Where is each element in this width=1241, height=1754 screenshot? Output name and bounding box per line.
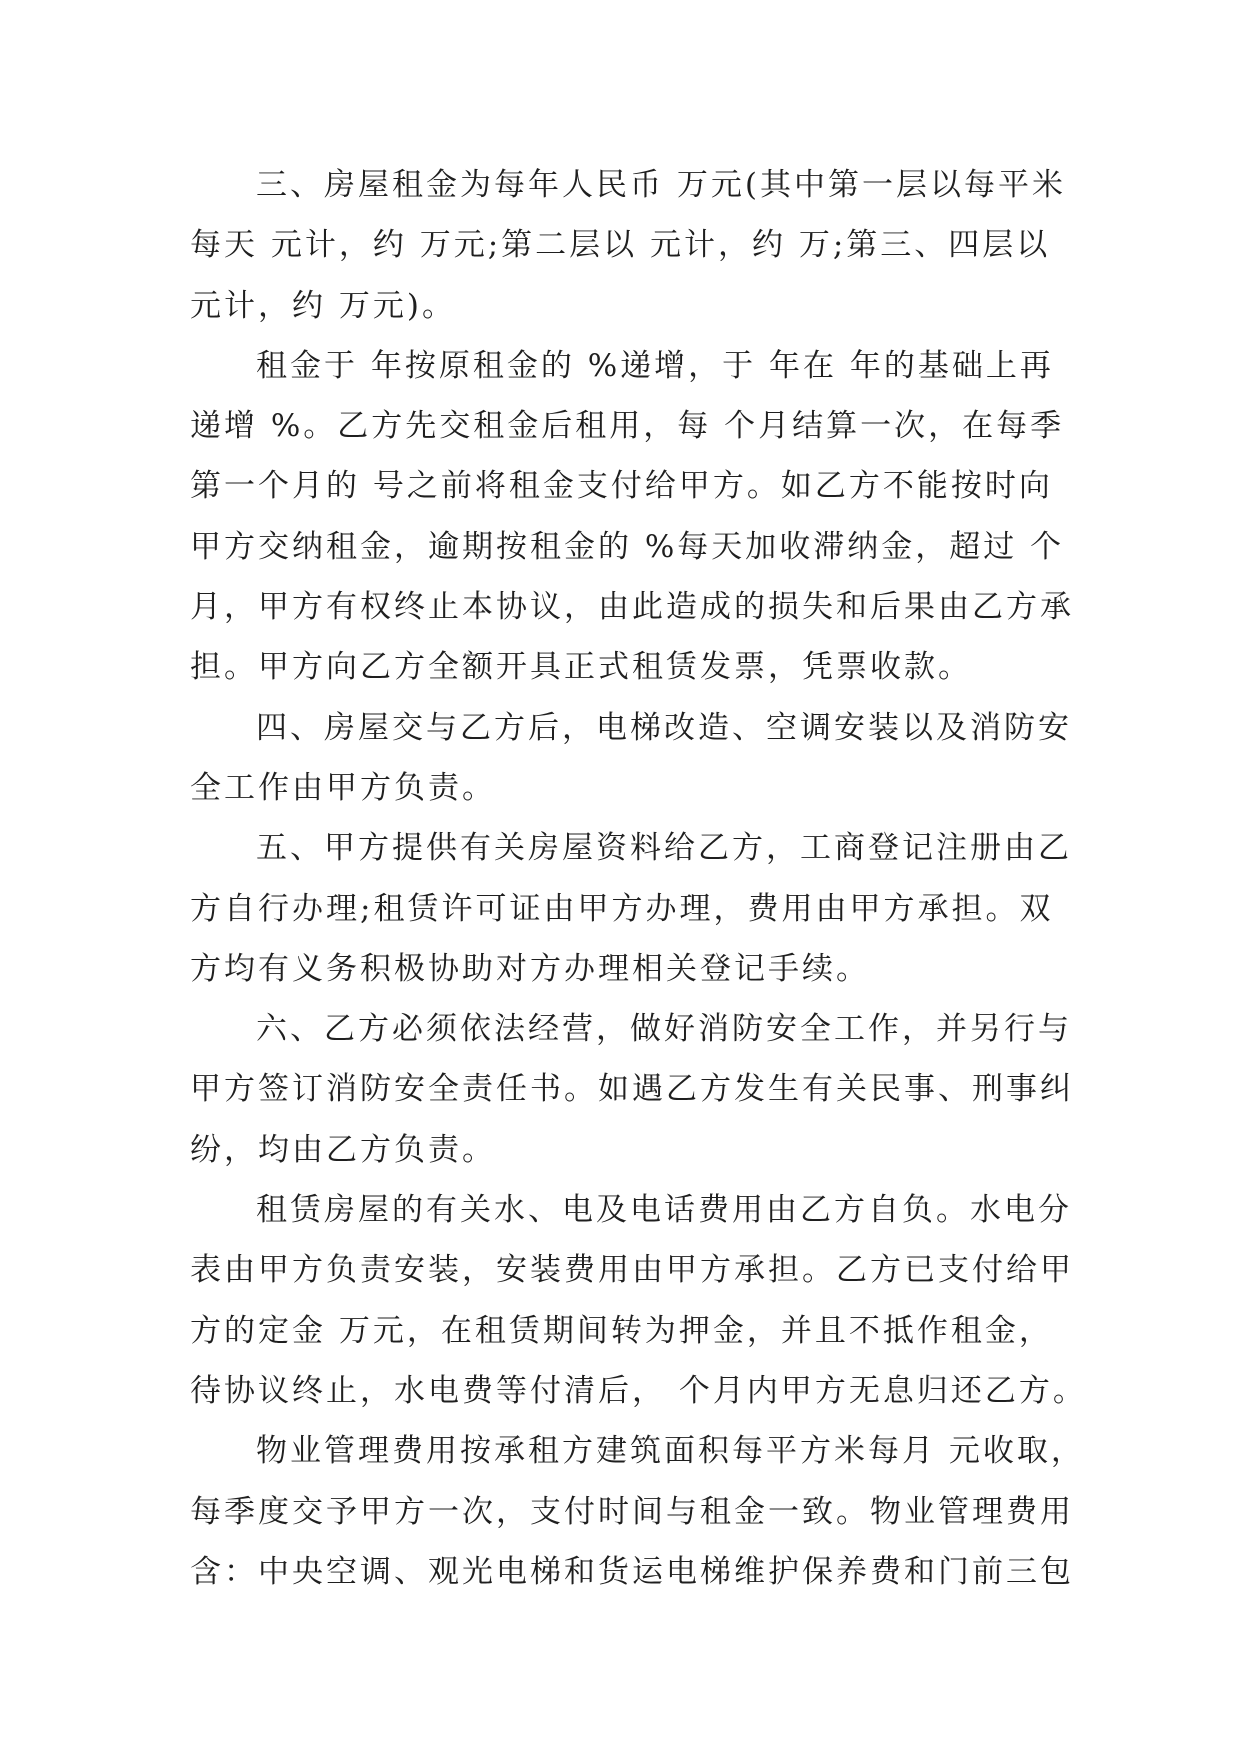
text-line: 含：中央空调、观光电梯和货运电梯维护保养费和门前三包 xyxy=(190,1553,1074,1590)
text-line: 四、房屋交与乙方后，电梯改造、空调安装以及消防安 xyxy=(256,709,1072,746)
text-line: 表由甲方负责安装，安装费用由甲方承担。乙方已支付给甲 xyxy=(190,1252,1074,1289)
text-line: 月，甲方有权终止本协议，由此造成的损失和后果由乙方承 xyxy=(190,589,1074,626)
text-line: 租金于 年按原租金的 %递增，于 年在 年的基础上再 xyxy=(256,347,1054,384)
text-line: 全工作由甲方负责。 xyxy=(190,769,496,806)
text-line: 第一个月的 号之前将租金支付给甲方。如乙方不能按时向 xyxy=(190,468,1053,505)
text-line: 三、房屋租金为每年人民币 万元(其中第一层以每平米 xyxy=(256,167,1066,203)
text-line: 纷，均由乙方负责。 xyxy=(190,1131,496,1168)
text-line: 元计，约 万元)。 xyxy=(190,287,456,324)
text-line: 五、甲方提供有关房屋资料给乙方，工商登记注册由乙 xyxy=(256,830,1072,867)
text-line: 六、乙方必须依法经营，做好消防安全工作，并另行与 xyxy=(256,1011,1072,1048)
text-line: 递增 %。乙方先交租金后租用，每 个月结算一次，在每季 xyxy=(190,408,1065,445)
text-line: 甲方交纳租金，逾期按租金的 %每天加收滞纳金，超过 个 xyxy=(190,528,1065,565)
text-line: 甲方签订消防安全责任书。如遇乙方发生有关民事、刑事纠 xyxy=(190,1071,1074,1108)
document-body xyxy=(190,155,1087,1602)
text-line: 待协议终止，水电费等付清后， 个月内甲方无息归还乙方。 xyxy=(190,1372,1087,1409)
text-line: 物业管理费用按承租方建筑面积每平方米每月 元收取， xyxy=(256,1433,1085,1470)
text-line: 每季度交予甲方一次，支付时间与租金一致。物业管理费用 xyxy=(190,1493,1074,1530)
text-line: 担。甲方向乙方全额开具正式租赁发票，凭票收款。 xyxy=(190,649,972,686)
text-line: 方自行办理;租赁许可证由甲方办理，费用由甲方承担。双 xyxy=(190,890,1054,927)
text-line: 方的定金 万元，在租赁期间转为押金，并且不抵作租金， xyxy=(190,1312,1053,1349)
text-line: 每天 元计，约 万元;第二层以 元计，约 万;第三、四层以 xyxy=(190,227,1051,264)
text-line: 租赁房屋的有关水、电及电话费用由乙方自负。水电分 xyxy=(256,1192,1072,1229)
text-line: 方均有义务积极协助对方办理相关登记手续。 xyxy=(190,950,870,987)
